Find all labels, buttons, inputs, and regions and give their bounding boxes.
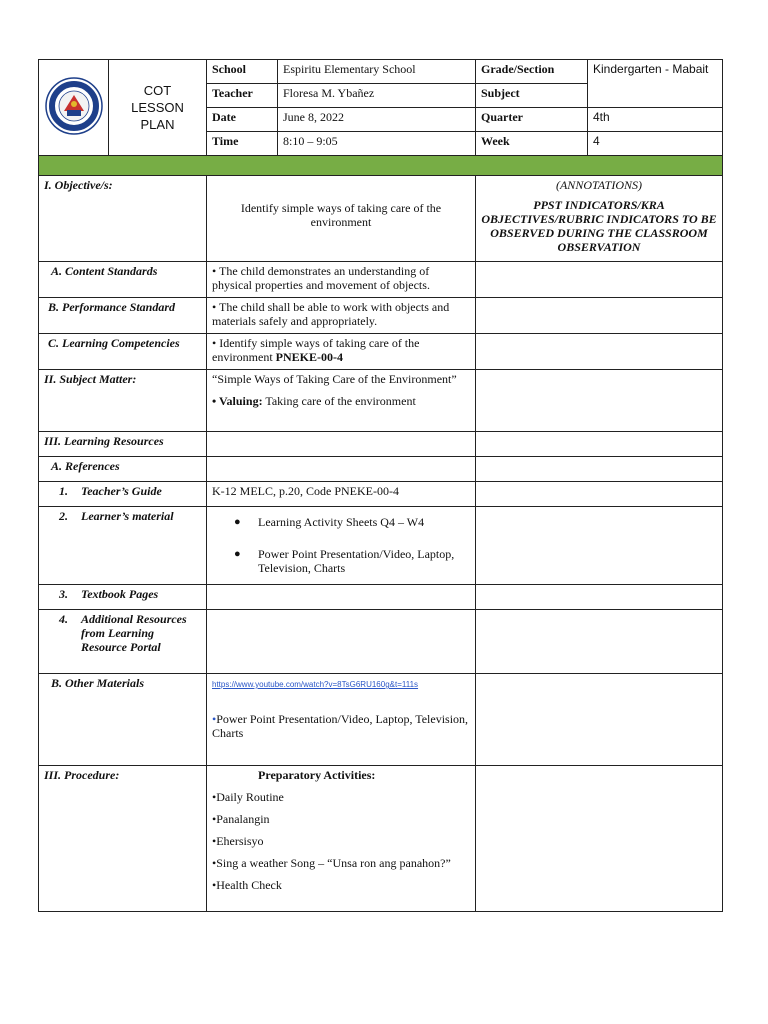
row-procedure — [39, 766, 723, 912]
procedure-item: •Daily Routine — [212, 790, 284, 804]
procedure-item: •Panalangin — [212, 812, 270, 826]
quarter-label: Quarter — [476, 108, 588, 132]
competency-code: PNEKE-00-4 — [275, 350, 343, 364]
subject-label: Subject — [476, 84, 588, 108]
annotation-empty-cell — [476, 610, 723, 674]
title-line: COT — [143, 83, 172, 98]
teacher-label: Teacher — [207, 84, 278, 108]
annotations-title: (ANNOTATIONS) — [555, 178, 642, 192]
row-additional-resources — [39, 610, 723, 674]
learning-competencies-text: • Identify simple ways of taking care of the environment — [212, 336, 420, 364]
performance-standard-label: B. Performance Standard — [39, 298, 207, 334]
item-number: 1. — [59, 484, 68, 498]
time-label: Time — [207, 132, 278, 156]
title-line: PLAN — [140, 117, 175, 132]
annotations-body: PPST INDICATORS/KRA OBJECTIVES/RUBRIC INDICATORS TO BE OBSERVED DURING THE CLASSROOM OBSERVATION — [481, 198, 717, 254]
row-performance-standard — [39, 298, 723, 334]
teachers-guide-value: K-12 MELC, p.20, Code PNEKE-00-4 — [207, 482, 476, 507]
performance-standard-value: • The child shall be able to work with objects and materials safely and appropriately. — [207, 298, 476, 334]
row-learning-resources — [39, 432, 723, 457]
procedure-cell — [207, 766, 476, 912]
bullet-icon: ● — [234, 548, 241, 560]
bullet-icon: ● — [234, 516, 241, 528]
deped-seal-icon — [45, 77, 103, 135]
row-textbook-pages — [39, 585, 723, 610]
content-standards-value: • The child demonstrates an understanding of physical properties and movement of objects. — [207, 262, 476, 298]
other-materials-text: Power Point Presentation/Video, Laptop, Television, Charts — [212, 712, 469, 740]
annotation-empty-cell — [476, 457, 723, 482]
procedure-item: •Health Check — [212, 878, 282, 892]
empty-cell — [207, 457, 476, 482]
empty-cell — [207, 432, 476, 457]
annotation-empty-cell — [476, 482, 723, 507]
annotation-empty-cell — [476, 585, 723, 610]
title-line: LESSON — [131, 100, 184, 115]
item-number: 2. — [59, 509, 68, 523]
textbook-pages-label: Textbook Pages — [81, 587, 159, 601]
preparatory-heading: Preparatory Activities: — [258, 768, 376, 782]
item-number: 4. — [59, 612, 68, 626]
time-value: 8:10 – 9:05 — [278, 132, 476, 156]
other-materials-label: B. Other Materials — [39, 674, 207, 766]
week-value: 4 — [588, 132, 723, 156]
additional-resources-label-cell — [39, 610, 207, 674]
annotation-empty-cell — [476, 432, 723, 457]
date-label: Date — [207, 108, 278, 132]
youtube-link-text[interactable]: https://www.youtube.com/watch?v=8TsG6RU160g&t=111s — [212, 680, 419, 689]
content-standards-label: A. Content Standards — [39, 262, 207, 298]
teacher-value: Floresa M. Ybañez — [278, 84, 476, 108]
procedure-label: III. Procedure: — [39, 766, 207, 912]
youtube-link[interactable] — [212, 676, 470, 692]
learning-competencies-label: C. Learning Competencies — [39, 334, 207, 370]
other-materials-cell — [207, 674, 476, 766]
annotation-empty-cell — [476, 370, 723, 432]
subject-matter-value: “Simple Ways of Taking Care of the Environment” — [212, 372, 457, 386]
logo-cell — [39, 60, 109, 156]
annotation-empty-cell — [476, 766, 723, 912]
annotation-empty-cell — [476, 507, 723, 585]
week-label: Week — [476, 132, 588, 156]
bullet-icon: • — [212, 712, 217, 726]
objective-value: Identify simple ways of taking care of the environment — [207, 176, 476, 262]
valuing-label: • Valuing: — [212, 394, 263, 408]
empty-cell — [207, 610, 476, 674]
list-item-text: Learning Activity Sheets Q4 – W4 — [258, 515, 425, 529]
date-value: June 8, 2022 — [278, 108, 476, 132]
objective-label: I. Objective/s: — [39, 176, 207, 262]
row-references — [39, 457, 723, 482]
lesson-plan-table — [38, 59, 723, 912]
green-divider-bar — [39, 156, 723, 176]
row-content-standards — [39, 262, 723, 298]
lesson-plan-document — [38, 59, 722, 912]
learners-material-label-cell — [39, 507, 207, 585]
other-materials-item — [212, 712, 470, 740]
annotation-empty-cell — [476, 674, 723, 766]
learning-resources-label: III. Learning Resources — [39, 432, 207, 457]
annotation-empty-cell — [476, 262, 723, 298]
learners-material-cell — [207, 507, 476, 585]
teachers-guide-label-cell — [39, 482, 207, 507]
procedure-item: •Ehersisyo — [212, 834, 264, 848]
header-row-school — [39, 60, 723, 84]
grade-label: Grade/Section — [476, 60, 588, 84]
row-teachers-guide — [39, 482, 723, 507]
empty-cell — [207, 585, 476, 610]
row-learners-material — [39, 507, 723, 585]
cot-lesson-plan-title — [109, 60, 207, 156]
subject-matter-cell — [207, 370, 476, 432]
valuing-line — [212, 394, 470, 408]
quarter-value: 4th — [588, 108, 723, 132]
valuing-value: Taking care of the environment — [262, 394, 416, 408]
references-label: A. References — [39, 457, 207, 482]
subject-matter-label: II. Subject Matter: — [39, 370, 207, 432]
list-item-text: Power Point Presentation/Video, Laptop, Television, Charts — [258, 547, 455, 575]
green-divider-row — [39, 156, 723, 176]
row-subject-matter — [39, 370, 723, 432]
learning-competencies-value — [207, 334, 476, 370]
school-value: Espiritu Elementary School — [278, 60, 476, 84]
row-other-materials — [39, 674, 723, 766]
row-objective — [39, 176, 723, 262]
additional-resources-label: Additional Resources from Learning Resource Portal — [81, 612, 187, 654]
teachers-guide-label: Teacher’s Guide — [81, 484, 162, 498]
annotation-empty-cell — [476, 298, 723, 334]
item-number: 3. — [59, 587, 68, 601]
school-label: School — [207, 60, 278, 84]
row-learning-competencies — [39, 334, 723, 370]
annotation-empty-cell — [476, 334, 723, 370]
grade-value: Kindergarten - Mabait — [588, 60, 723, 108]
textbook-pages-label-cell — [39, 585, 207, 610]
list-item — [234, 515, 470, 529]
learners-material-label: Learner’s material — [81, 509, 174, 523]
annotations-cell — [476, 176, 723, 262]
list-item — [234, 547, 470, 575]
procedure-item: •Sing a weather Song – “Unsa ron ang panahon?” — [212, 856, 451, 870]
